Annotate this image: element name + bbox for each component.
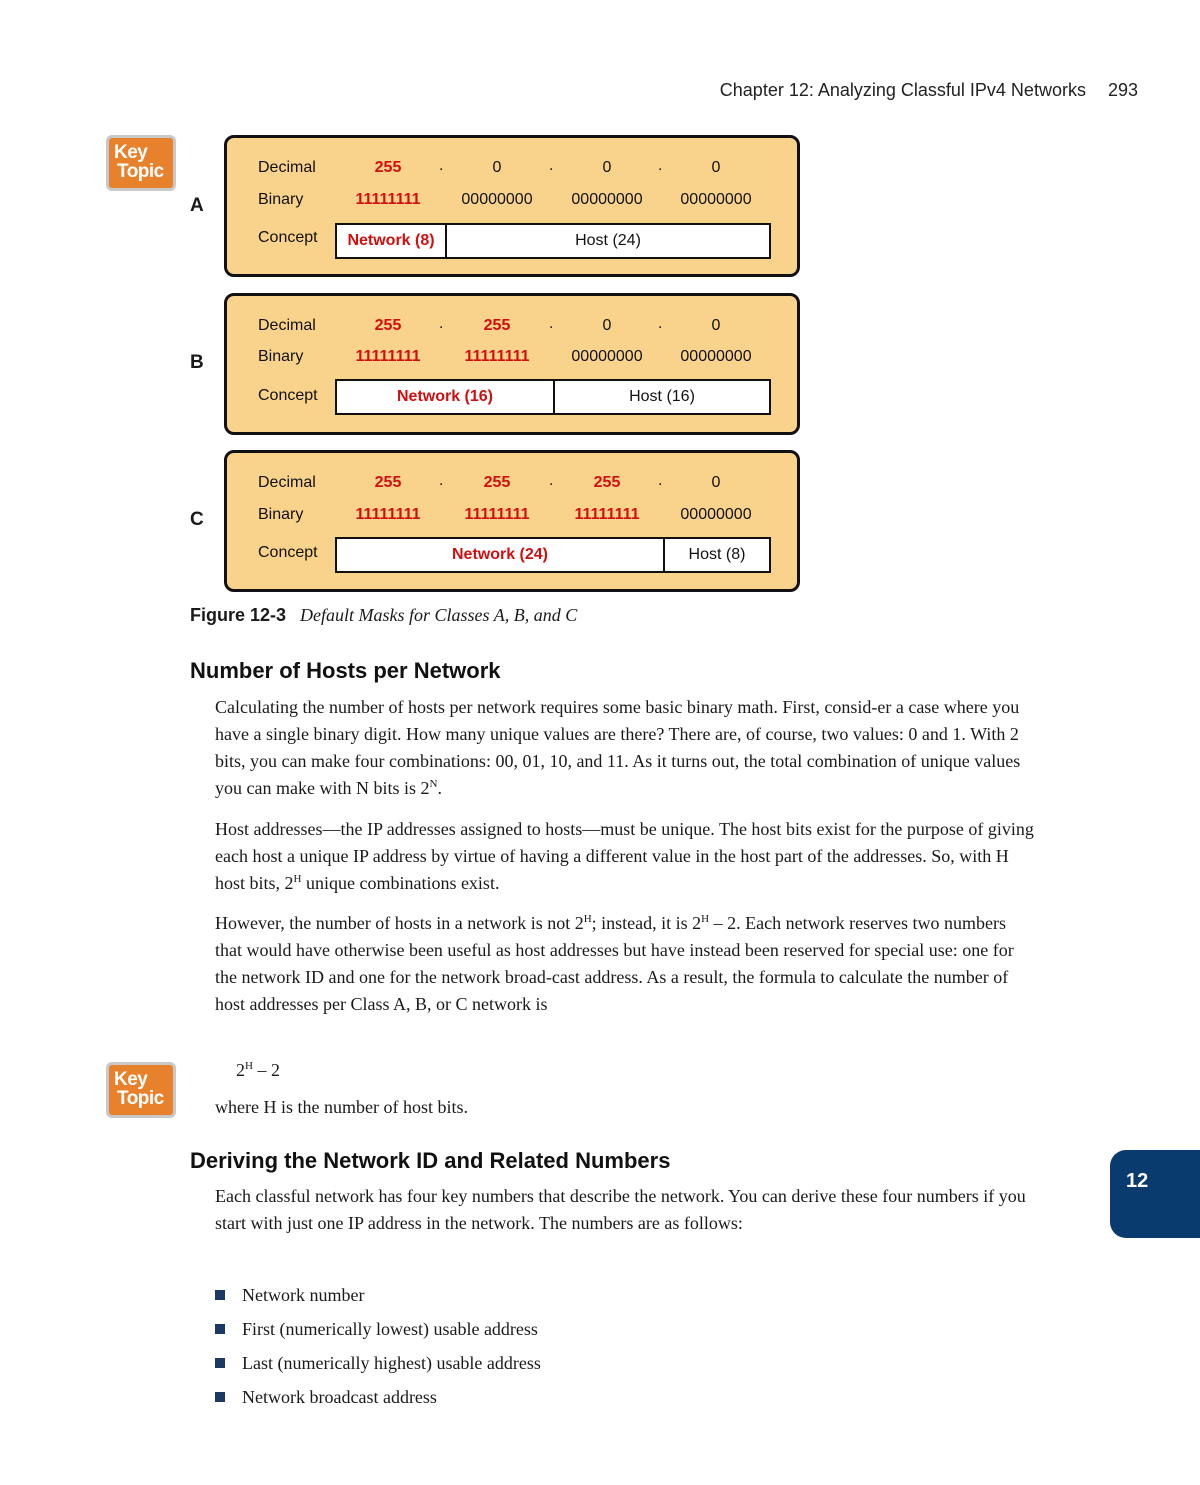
chapter-tab bbox=[1110, 1150, 1200, 1238]
host-portion: Host (8) bbox=[663, 539, 769, 571]
decimal-octet-1: 255 bbox=[374, 474, 402, 491]
binary-octet-4: 00000000 bbox=[680, 191, 752, 208]
decimal-label: Decimal bbox=[258, 159, 316, 176]
paragraph-text: Calculating the number of hosts per network requires some basic binary math. First, consid-er a case where you have a single binary digit. How many unique values are there? There are, of course, two values: 0 and 1. With 2 bits, you can make four combinations: 00, 01, 10, and 11. As it turns out, the total combination of unique values you can make with N bits is 2 bbox=[215, 697, 1021, 798]
binary-octet-2: 00000000 bbox=[461, 191, 533, 208]
octet-dot: . bbox=[439, 315, 444, 332]
binary-octet-3: 00000000 bbox=[571, 348, 643, 365]
binary-octet-1: 11111111 bbox=[355, 348, 421, 365]
class-letter-c: C bbox=[190, 509, 204, 530]
key-topic-word-topic: Topic bbox=[117, 1088, 164, 1109]
formula-exponent: H bbox=[245, 1060, 253, 1072]
mask-box-class-c bbox=[224, 450, 800, 592]
paragraph-text: . bbox=[437, 778, 442, 798]
octet-dot: . bbox=[658, 157, 663, 174]
superscript: N bbox=[429, 778, 438, 790]
key-topic-word-key: Key bbox=[114, 1069, 148, 1090]
chapter-title: Chapter 12: Analyzing Classful IPv4 Networks bbox=[719, 80, 1086, 100]
list-item bbox=[215, 1278, 541, 1312]
list-item bbox=[215, 1312, 541, 1346]
binary-label: Binary bbox=[258, 191, 304, 208]
decimal-octet-1: 255 bbox=[374, 159, 402, 176]
bullet-square-icon bbox=[215, 1324, 225, 1334]
octet-dot: . bbox=[658, 472, 663, 489]
paragraph-text: unique combinations exist. bbox=[301, 873, 500, 893]
superscript: H bbox=[701, 913, 710, 925]
paragraph-text: – 2. Each network reserves two numbers that would have otherwise been useful as host addresses but have instead been reserved for special use: one for the network ID and one for the network broad-cast address. As a result, the formula to calculate the number of host addresses per Class A, B, or C network is bbox=[215, 913, 1014, 1014]
paragraph-key-numbers: Each classful network has four key numbers that describe the network. You can derive these four numbers if you start with just one IP address in the network. The numbers are as follows: bbox=[215, 1186, 1026, 1233]
mask-box-class-a bbox=[224, 135, 800, 277]
superscript: H bbox=[583, 913, 592, 925]
list-item-text: Last (numerically highest) usable address bbox=[242, 1352, 541, 1373]
octet-dot: . bbox=[439, 472, 444, 489]
concept-bar bbox=[335, 223, 771, 259]
superscript: H bbox=[293, 873, 302, 885]
host-portion: Host (24) bbox=[445, 225, 769, 257]
key-topic-word-key: Key bbox=[114, 142, 148, 163]
network-portion: Network (8) bbox=[347, 232, 435, 249]
decimal-octet-4: 0 bbox=[711, 317, 721, 334]
decimal-octet-4: 0 bbox=[711, 159, 721, 176]
concept-bar bbox=[335, 379, 771, 415]
host-portion: Host (16) bbox=[553, 381, 769, 413]
paragraph-text: However, the number of hosts in a network is not 2 bbox=[215, 913, 584, 933]
concept-label: Concept bbox=[258, 229, 318, 246]
list-item bbox=[215, 1380, 541, 1414]
concept-label: Concept bbox=[258, 544, 318, 561]
binary-octet-4: 00000000 bbox=[680, 506, 752, 523]
octet-dot: . bbox=[549, 315, 554, 332]
octet-dot: . bbox=[658, 315, 663, 332]
key-numbers-list bbox=[215, 1278, 541, 1414]
binary-octet-4: 00000000 bbox=[680, 348, 752, 365]
formula-base: 2 bbox=[236, 1060, 245, 1080]
mask-box-class-b bbox=[224, 293, 800, 435]
decimal-octet-3: 255 bbox=[593, 474, 621, 491]
bullet-square-icon bbox=[215, 1290, 225, 1300]
class-letter-a: A bbox=[190, 195, 204, 216]
binary-octet-3: 00000000 bbox=[571, 191, 643, 208]
paragraph-host-addresses bbox=[215, 816, 1037, 897]
bullet-square-icon bbox=[215, 1392, 225, 1402]
octet-dot: . bbox=[549, 472, 554, 489]
figure-number: Figure 12-3 bbox=[190, 605, 287, 625]
key-topic-word-topic: Topic bbox=[117, 161, 164, 182]
decimal-octet-3: 0 bbox=[602, 159, 612, 176]
decimal-octet-4: 0 bbox=[711, 474, 721, 491]
octet-dot: . bbox=[549, 157, 554, 174]
running-header bbox=[720, 80, 1138, 101]
bullet-square-icon bbox=[215, 1358, 225, 1368]
paragraph-binary-math bbox=[215, 694, 1037, 802]
list-item bbox=[215, 1346, 541, 1380]
binary-octet-2: 11111111 bbox=[464, 348, 530, 365]
network-portion: Network (16) bbox=[396, 388, 494, 405]
list-item-text: Network number bbox=[242, 1284, 365, 1305]
decimal-octet-1: 255 bbox=[374, 317, 402, 334]
concept-label: Concept bbox=[258, 387, 318, 404]
paragraph-text: ; instead, it is 2 bbox=[591, 913, 702, 933]
section-heading-hosts-per-network: Number of Hosts per Network bbox=[190, 658, 501, 683]
section-heading-deriving-network-id: Deriving the Network ID and Related Numbers bbox=[190, 1148, 671, 1173]
binary-octet-1: 11111111 bbox=[355, 191, 421, 208]
binary-label: Binary bbox=[258, 348, 304, 365]
paragraph-host-count bbox=[215, 910, 1037, 1018]
page-number: 293 bbox=[1107, 80, 1138, 100]
key-topic-icon bbox=[106, 1062, 176, 1118]
decimal-octet-3: 0 bbox=[602, 317, 612, 334]
decimal-label: Decimal bbox=[258, 474, 316, 491]
decimal-octet-2: 0 bbox=[492, 159, 502, 176]
decimal-octet-2: 255 bbox=[483, 317, 511, 334]
decimal-octet-2: 255 bbox=[483, 474, 511, 491]
binary-octet-2: 11111111 bbox=[464, 506, 530, 523]
network-portion: Network (24) bbox=[451, 546, 549, 563]
paragraph-formula-note: where H is the number of host bits. bbox=[215, 1097, 468, 1117]
figure-caption bbox=[190, 605, 577, 626]
concept-bar bbox=[335, 537, 771, 573]
paragraph-text: Host addresses—the IP addresses assigned to hosts—must be unique. The host bits exist for the purpose of giving each host a unique IP address by virtue of having a different value in the host part of the addresses. So, with H host bits, 2 bbox=[215, 819, 1034, 893]
octet-dot: . bbox=[439, 157, 444, 174]
list-item-text: Network broadcast address bbox=[242, 1386, 437, 1407]
figure-title: Default Masks for Classes A, B, and C bbox=[300, 605, 578, 625]
key-topic-icon bbox=[106, 135, 176, 191]
formula-rest: – 2 bbox=[252, 1060, 280, 1080]
binary-label: Binary bbox=[258, 506, 304, 523]
binary-octet-3: 11111111 bbox=[574, 506, 640, 523]
host-formula bbox=[236, 1060, 280, 1081]
binary-octet-1: 11111111 bbox=[355, 506, 421, 523]
chapter-tab-number: 12 bbox=[1126, 1170, 1149, 1192]
list-item-text: First (numerically lowest) usable address bbox=[242, 1318, 538, 1339]
class-letter-b: B bbox=[190, 352, 204, 373]
decimal-label: Decimal bbox=[258, 317, 316, 334]
